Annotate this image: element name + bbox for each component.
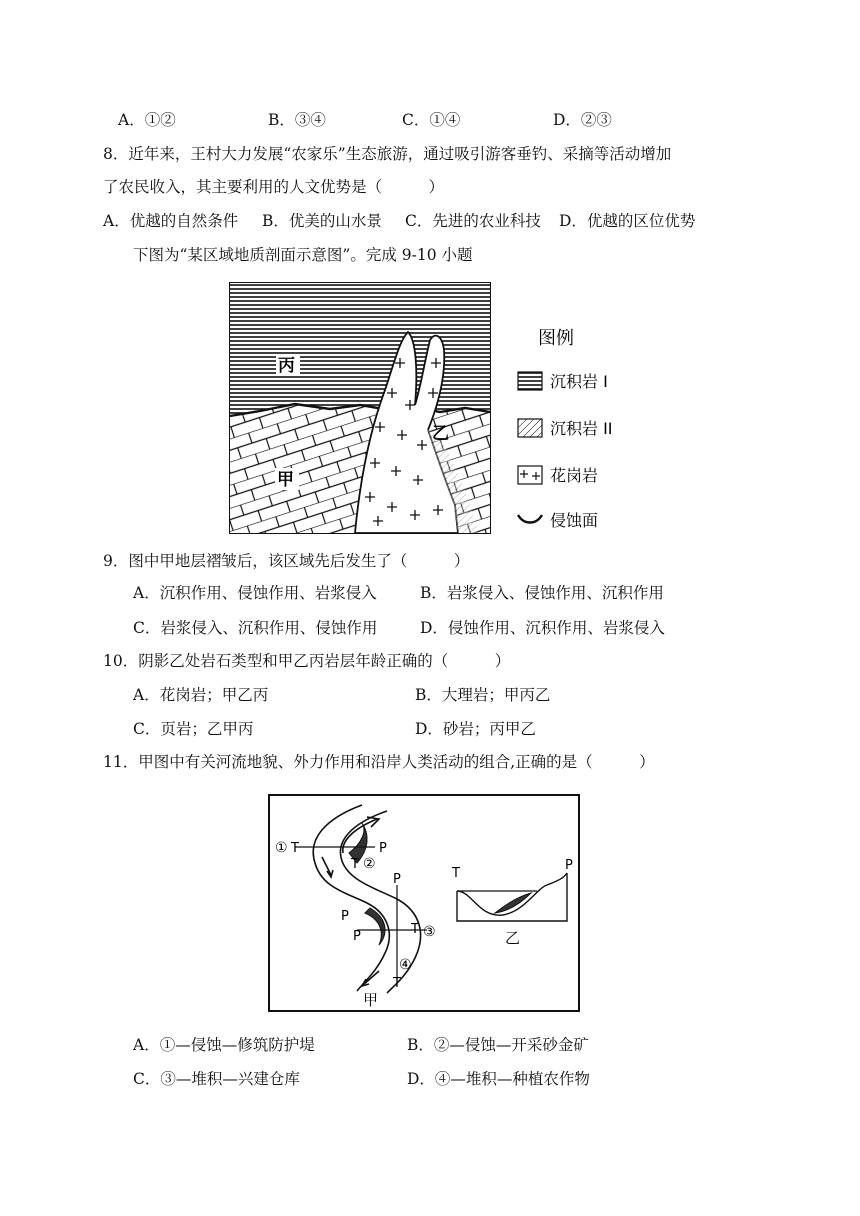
q11-option-c: C．③—堆积—兴建仓库: [133, 1070, 300, 1088]
legend-sed2: 沉积岩 II: [550, 419, 613, 438]
legend-swatch-sed1: [518, 372, 542, 390]
river-map-label: 甲: [363, 991, 379, 1009]
river-p-5: P: [353, 929, 361, 944]
label-jia: 甲: [277, 470, 294, 490]
label-bing: 丙: [278, 356, 295, 376]
river-marker-4: ④: [399, 957, 412, 973]
legend-sed1: 沉积岩 I: [550, 372, 608, 391]
section-label: 乙: [505, 929, 521, 947]
river-marker-1: ①: [275, 840, 288, 856]
river-landform-figure: [267, 793, 583, 1013]
q7-option-a: A．①②: [118, 111, 176, 129]
q10-stem: 10．阴影乙处岩石类型和甲乙丙岩层年龄正确的（ ）: [103, 652, 511, 670]
q8-option-a: A．优越的自然条件: [103, 212, 239, 230]
q7-option-b: B．③④: [268, 111, 326, 129]
legend-swatch-granite: [518, 466, 542, 484]
intro-9-10: 下图为“某区域地质剖面示意图”。完成 9-10 小题: [133, 246, 473, 264]
section-p: P: [565, 858, 573, 873]
q11-stem: 11．甲图中有关河流地貌、外力作用和沿岸人类活动的组合,正确的是（ ）: [103, 753, 655, 771]
legend-swatch-sed2: [518, 419, 542, 437]
q9-option-a: A．沉积作用、侵蚀作用、岩浆侵入: [133, 584, 377, 602]
river-t-4: T: [393, 976, 401, 991]
label-yi: 乙: [432, 424, 449, 444]
legend-granite: 花岗岩: [550, 466, 599, 485]
river-marker-3: ③: [423, 924, 436, 940]
geologic-section-figure: [220, 280, 640, 540]
q9-option-c: C．岩浆侵入、沉积作用、侵蚀作用: [133, 619, 378, 637]
q11-option-b: B．②—侵蚀—开采砂金矿: [407, 1036, 589, 1054]
q8-stem-line1: 8．近年来，王村大力发展“农家乐”生态旅游，通过吸引游客垂钓、采摘等活动增加: [103, 145, 672, 163]
river-marker-2: ②: [363, 856, 376, 872]
legend-title: 图例: [538, 328, 574, 349]
q9-option-b: B．岩浆侵入、侵蚀作用、沉积作用: [420, 584, 664, 602]
q7-option-c: C．①④: [402, 111, 461, 129]
q10-option-c: C．页岩；乙甲丙: [133, 720, 254, 738]
q10-option-a: A．花岗岩；甲乙丙: [133, 686, 269, 704]
q11-option-d: D．④—堆积—种植农作物: [407, 1070, 590, 1088]
legend-erosion: 侵蚀面: [550, 511, 599, 530]
q10-option-b: B．大理岩；甲丙乙: [415, 686, 551, 704]
q8-option-d: D．优越的区位优势: [559, 212, 696, 230]
q8-stem-line2: 了农民收入，其主要利用的人文优势是（ ）: [103, 178, 445, 196]
q11-option-a: A．①—侵蚀—修筑防护堤: [133, 1036, 315, 1054]
river-t-1: T: [291, 841, 299, 856]
river-p-3: P: [393, 872, 401, 887]
river-t-2: T: [351, 857, 359, 872]
q10-option-d: D．砂岩；丙甲乙: [415, 720, 536, 738]
q8-option-b: B．优美的山水景: [262, 212, 382, 230]
section-t: T: [452, 866, 460, 881]
q7-option-d: D．②③: [553, 111, 612, 129]
river-t-3: T: [411, 922, 419, 937]
q9-option-d: D．侵蚀作用、沉积作用、岩浆侵入: [420, 619, 665, 637]
q8-option-c: C．先进的农业科技: [405, 212, 541, 230]
river-p-4: P: [341, 909, 349, 924]
q9-stem: 9．图中甲地层褶皱后，该区域先后发生了（ ）: [103, 552, 470, 570]
legend-swatch-erosion: [518, 515, 542, 523]
river-p-1: P: [379, 841, 387, 856]
